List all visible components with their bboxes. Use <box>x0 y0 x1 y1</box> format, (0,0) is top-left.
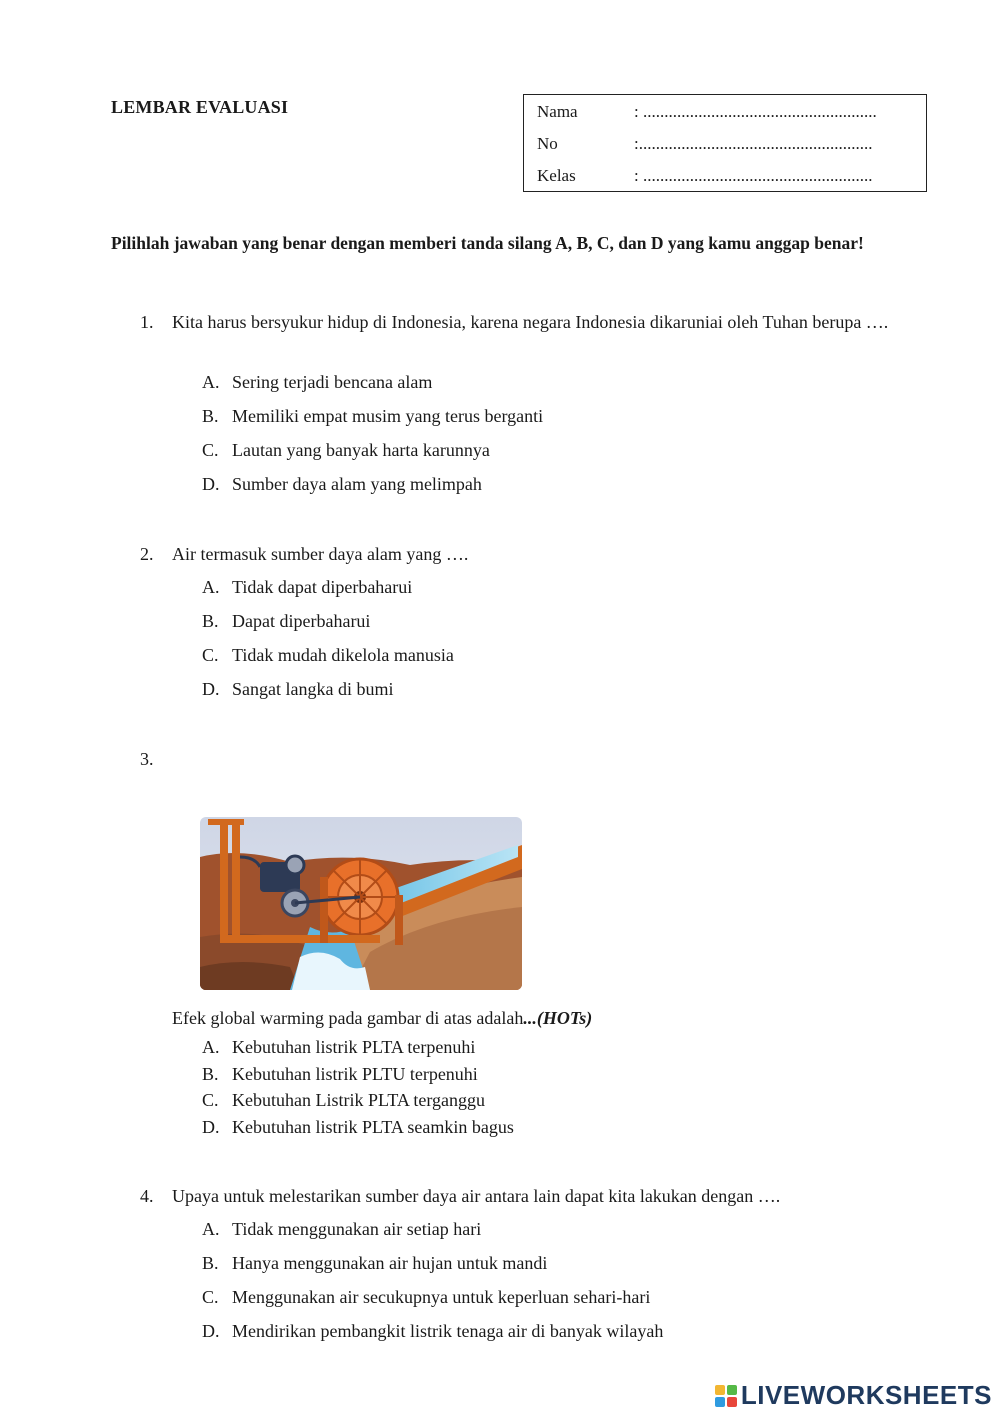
hots-tag: ...(HOTs) <box>523 1008 593 1028</box>
class-field[interactable] <box>537 166 872 186</box>
question-1-number: 1. <box>140 312 154 332</box>
question-1-option-c[interactable]: C. Lautan yang banyak harta karunnya <box>202 440 490 460</box>
liveworksheets-watermark <box>715 1380 992 1411</box>
number-label: No <box>537 134 558 153</box>
question-4-option-d[interactable]: D. Mendirikan pembangkit listrik tenaga air di banyak wilayah <box>202 1321 664 1341</box>
question-2-option-b[interactable]: B. Dapat diperbaharui <box>202 611 371 631</box>
question-3-text: Efek global warming pada gambar di atas adalah...(HOTs) <box>172 1008 593 1028</box>
question-4-text: Upaya untuk melestarikan sumber daya air antara lain dapat kita lakukan dengan …. <box>172 1186 781 1206</box>
name-blank[interactable]: : ....................................................... <box>634 102 877 121</box>
student-identity-box <box>523 94 927 192</box>
question-1-option-b[interactable]: B. Memiliki empat musim yang terus berganti <box>202 406 544 426</box>
question-2-text: Air termasuk sumber daya alam yang …. <box>172 544 469 564</box>
question-2-number: 2. <box>140 544 154 564</box>
question-3-number: 3. <box>140 749 154 769</box>
question-3-option-c[interactable]: C. Kebutuhan Listrik PLTA terganggu <box>202 1090 486 1110</box>
question-3-option-d[interactable]: D. Kebutuhan listrik PLTA seamkin bagus <box>202 1117 514 1137</box>
question-4-option-b[interactable]: B. Hanya menggunakan air hujan untuk mandi <box>202 1253 548 1273</box>
liveworksheets-logo-icon <box>715 1385 737 1407</box>
question-1-text: Kita harus bersyukur hidup di Indonesia, karena negara Indonesia dikaruniai oleh Tuhan berupa …. <box>172 312 889 332</box>
watermark-text: LIVEWORKSHEETS <box>740 1380 992 1410</box>
question-2-option-d[interactable]: D. Sangat langka di bumi <box>202 679 394 699</box>
instruction-text: Pilihlah jawaban yang benar dengan memberi tanda silang A, B, C, dan D yang kamu anggap benar! <box>111 233 864 253</box>
question-1-option-d[interactable]: D. Sumber daya alam yang melimpah <box>202 474 482 494</box>
question-3-option-b[interactable]: B. Kebutuhan listrik PLTU terpenuhi <box>202 1064 478 1084</box>
question-4-option-a[interactable]: A. Tidak menggunakan air setiap hari <box>202 1219 482 1239</box>
question-3-option-a[interactable]: A. Kebutuhan listrik PLTA terpenuhi <box>202 1037 476 1057</box>
name-label: Nama <box>537 102 578 121</box>
question-2-option-c[interactable]: C. Tidak mudah dikelola manusia <box>202 645 454 665</box>
class-label: Kelas <box>537 166 576 185</box>
water-wheel-hydropower-illustration <box>200 817 522 990</box>
question-2-option-a[interactable]: A. Tidak dapat diperbaharui <box>202 577 413 597</box>
class-blank[interactable]: : ...................................................... <box>634 166 873 185</box>
name-field[interactable] <box>537 102 877 122</box>
number-blank[interactable]: :....................................................... <box>634 134 873 153</box>
question-4-option-c[interactable]: C. Menggunakan air secukupnya untuk keperluan sehari-hari <box>202 1287 651 1307</box>
number-field[interactable] <box>537 134 872 154</box>
page-title: LEMBAR EVALUASI <box>111 97 289 117</box>
question-1-option-a[interactable]: A. Sering terjadi bencana alam <box>202 372 433 392</box>
question-4-number: 4. <box>140 1186 154 1206</box>
